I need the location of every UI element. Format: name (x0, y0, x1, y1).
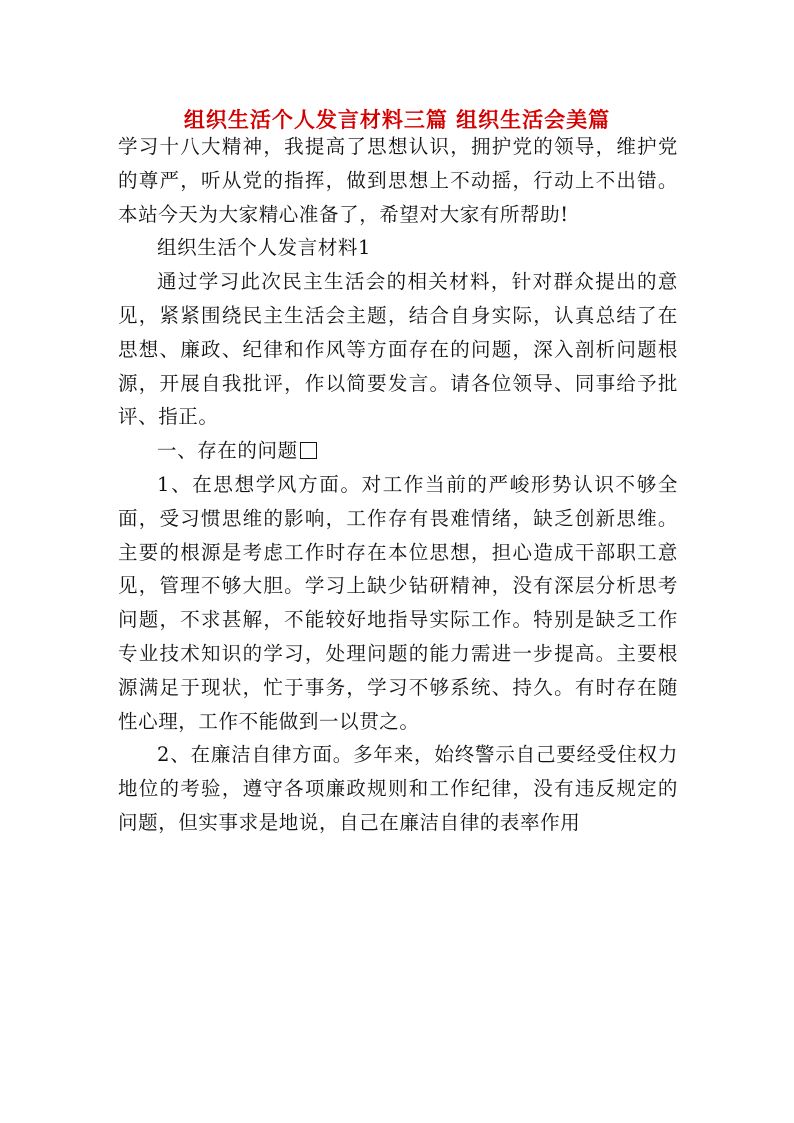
document-body (118, 129, 678, 840)
problems-heading-text: 一、存在的问题 (157, 439, 298, 463)
problem-item-1: 1、在思想学风方面。对工作当前的严峻形势认识不够全面，受习惯思维的影响，工作存有畏难情绪，缺乏创新思维。主要的根源是考虑工作时存在本位思想，担心造成干部职工意见，管理不够大胆。学习上缺少钻研精神，没有深层分析思考问题，不求甚解，不能较好地指导实际工作。特别是缺乏工作专业技术知识的学习，处理问题的能力需进一步提高。主要根源满足于现状，忙于事务，学习不够系统、持久。有时存在随性心理，工作不能做到一以贯之。 (118, 472, 678, 733)
document-title: 组织生活个人发言材料三篇 组织生活会美篇 (183, 107, 611, 132)
problems-heading (118, 434, 678, 468)
problem-item-2: 2、在廉洁自律方面。多年来，始终警示自己要经受住权力地位的考验，遵守各项廉政规则和工作纪律，没有违反规定的问题，但实事求是地说，自己在廉洁自律的表率作用 (118, 743, 678, 834)
missing-glyph-box-icon (300, 442, 317, 459)
intro-paragraph: 学习十八大精神，我提高了思想认识，拥护党的领导，维护党的尊严，听从党的指挥，做到思想上不动摇，行动上不出错。本站今天为大家精心准备了，希望对大家有所帮助! (118, 135, 678, 226)
section-heading: 组织生活个人发言材料1 (157, 236, 372, 260)
body-paragraph: 通过学习此次民主生活会的相关材料，针对群众提出的意见，紧紧围绕民主生活会主题，结合自身实际，认真总结了在思想、廉政、纪律和作风等方面存在的问题，深入剖析问题根源，开展自我批评，作以简要发言。请各位领导、同事给予批评、指正。 (118, 270, 678, 429)
